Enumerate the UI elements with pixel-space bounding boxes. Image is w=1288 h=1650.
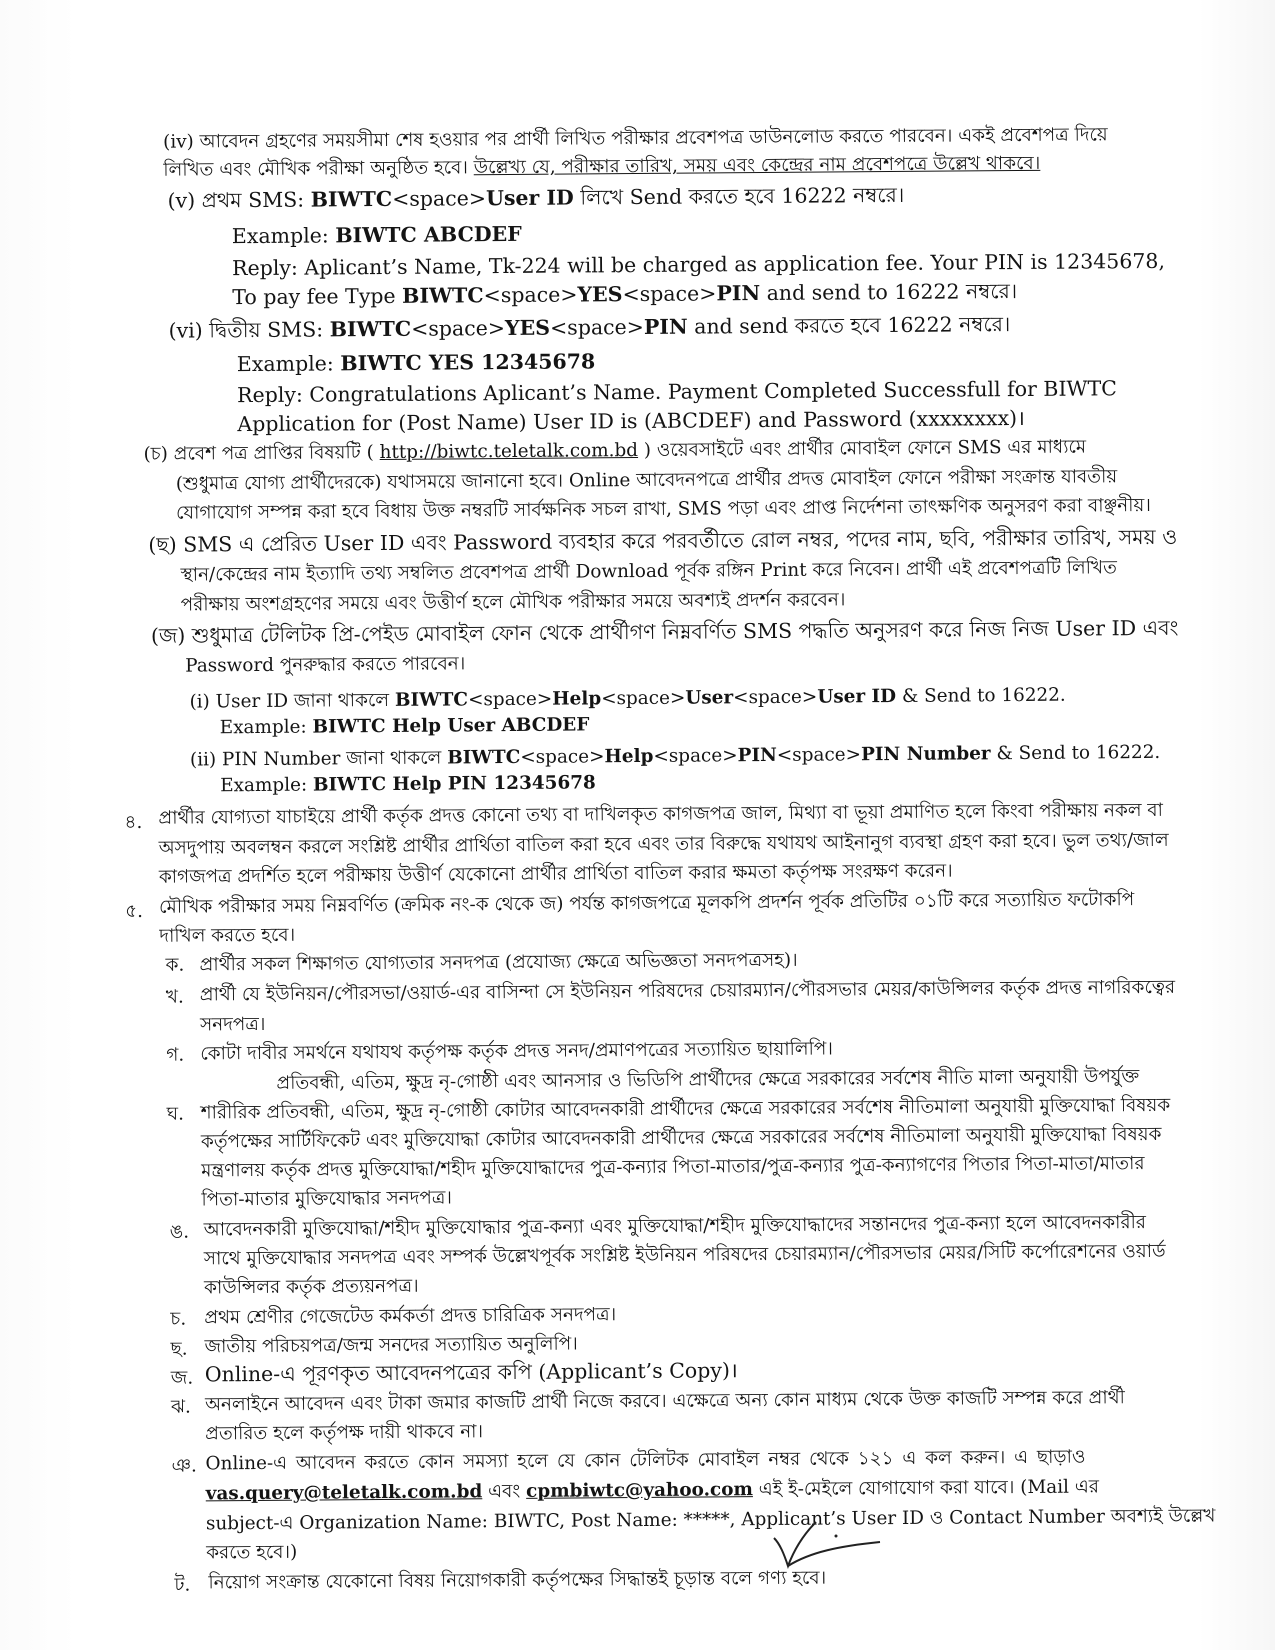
- section-4-line-2: অসদুপায় অবলম্বন করলে সংশ্লিষ্ট প্রার্থীর প্রার্থিতা বাতিল করা হবে এবং তার বিরুদ্ধে যথাযথ আইনানুগ ব্যবস্থা গ্রহণ করা হবে। ভুল তথ্য/জাল: [158, 829, 1169, 859]
- email-link-biwtc[interactable]: cpmbiwtc@yahoo.com: [526, 1479, 753, 1502]
- pin-recovery-sms: (ii) PIN Number জানা থাকলে BIWTC<space>Help<space>PIN<space>PIN Number & Send to 16222.: [189, 741, 1161, 771]
- handwritten-signature: [770, 1500, 905, 1580]
- user-id-recovery-example: Example: BIWTC Help User ABCDEF: [219, 714, 590, 739]
- section-4-line-3: কাগজপত্র প্রদর্শিত হলে পরীক্ষায় উত্তীর্ণ যেকোনো প্রার্থীর প্রার্থিতা বাতিল করার ক্ষমতা কর্তৃপক্ষ সংরক্ষণ করেন।: [158, 860, 953, 888]
- section-cha-line-3: যোগাযোগ সম্পন্ন করা হবে বিধায় উক্ত নম্বরটি সার্বক্ষনিক সচল রাখা, SMS পড়া এবং প্রাপ্ত নির্দেশনা তাৎক্ষণিক অনুসরণ করা বাঞ্ছনীয়।: [175, 494, 1151, 524]
- section-cha-line-1: (চ) প্রবেশ পত্র প্রাপ্তির বিষয়টি ( http://biwtc.teletalk.com.bd ) ওয়েবসাইটে এবং প্রার্থীর মোবাইল ফোনে SMS এর মাধ্যমে: [143, 436, 1087, 465]
- section-v-reply-line-1: Reply: Aplicant’s Name, Tk-224 will be charged as application fee. Your PIN is 12345678,: [232, 248, 1166, 281]
- item-jha-line-1: অনলাইনে আবেদন এবং টাকা জমার কাজটি প্রার্থী নিজে করবে। এক্ষেত্রে অন্য কোন মাধ্যম থেকে উক্ত কাজটি সম্পন্ন করে প্রার্থী: [204, 1387, 1125, 1416]
- item-ta-mark: ট.: [174, 1574, 191, 1596]
- section-chha-line-2: স্থান/কেন্দ্রের নাম ইত্যাদি তথ্য সম্বলিত প্রবেশপত্র প্রার্থী Download পূর্বক রঙ্গিন Print করে নিবেন। প্রার্থী এই প্রবেশপত্রটি লিখিত: [180, 557, 1117, 586]
- item-gha-mark: ঘ.: [166, 1103, 185, 1125]
- section-vi-reply-line-2: Application for (Post Name) User ID is (ABCDEF) and Password (xxxxxxxx)।: [237, 405, 1025, 437]
- section-iv-line-1: (iv) আবেদন গ্রহণের সময়সীমা শেষ হওয়ার পর প্রার্থী লিখিত পরীক্ষার প্রবেশপত্র ডাউনলোড করতে পারবেন। একই প্রবেশপত্র দিয়ে: [163, 124, 1108, 153]
- pin-recovery-example: Example: BIWTC Help PIN 12345678: [220, 772, 596, 797]
- section-ja-line-2: Password পুনরুদ্ধার করতে পারবেন।: [185, 653, 466, 677]
- underlined-note: উল্লেখ্য যে, পরীক্ষার তারিখ, সময় এবং কেন্দ্রের নাম প্রবেশপত্রে উল্লেখ থাকবে।: [473, 152, 1041, 179]
- item-ga-mark: গ.: [166, 1044, 185, 1066]
- website-link[interactable]: http://biwtc.teletalk.com.bd: [379, 440, 639, 464]
- item-ta-text: নিয়োগ সংক্রান্ত যেকোনো বিষয় নিয়োগকারী কর্তৃপক্ষের সিদ্ধান্তই চূড়ান্ত বলে গণ্য হবে।: [208, 1567, 827, 1594]
- item-ka-mark: ক.: [165, 954, 185, 976]
- item-gha-line-3: মন্ত্রণালয় কর্তৃক প্রদত্ত মুক্তিযোদ্ধা/শহীদ মুক্তিযোদ্ধাদের পুত্র-কন্যার পিতা-মাতার/পুত্র-কন্যার পুত্র-কন্যাগণের পিতার পিতা-মাতা/মাতার: [201, 1153, 1145, 1182]
- item-nya-line-3: subject-এ Organization Name: BIWTC, Post Name: *****, Applicant’s User ID ও Contact Number অবশ্যই উল্লেখ: [205, 1505, 1216, 1535]
- item-uma-line-3: কাউন্সিলর কর্তৃক প্রত্যয়নপত্র।: [204, 1275, 419, 1299]
- item-kha-line-2: সনদপত্র।: [199, 1013, 266, 1036]
- section-chha-line-1: (ছ) SMS এ প্রেরিত User ID এবং Password ব্যবহার করে পরবর্তীতে রোল নম্বর, পদের নাম, ছবি, পরীক্ষার তারিখ, সময় ও: [148, 524, 1178, 557]
- section-vi-example: Example: BIWTC YES 12345678: [236, 349, 596, 377]
- item-jha-line-2: প্রতারিত হলে কর্তৃপক্ষ দায়ী থাকবে না।: [205, 1421, 484, 1445]
- user-id-recovery-sms: (i) User ID জানা থাকলে BIWTC<space>Help<space>User<space>User ID & Send to 16222.: [189, 684, 1066, 713]
- item-cha-text: প্রথম শ্রেণীর গেজেটেড কর্মকর্তা প্রদত্ত চারিত্রিক সনদপত্র।: [204, 1304, 617, 1329]
- item-chha-text: জাতীয় পরিচয়পত্র/জন্ম সনদের সত্যায়িত অনুলিপি।: [204, 1333, 578, 1358]
- section-v-first-sms: (v) প্রথম SMS: BIWTC<space>User ID লিখে Send করতে হবে 16222 নম্বরে।: [167, 182, 905, 213]
- item-uma-line-2: সাথে মুক্তিযোদ্ধার সনদপত্র এবং সম্পর্ক উল্লেখপূর্বক সংশ্লিষ্ট ইউনিয়ন পরিষদের চেয়ারম্যান/পৌরসভার মেয়র/সিটি কর্পোরেশনের ওয়ার্ড: [203, 1240, 1166, 1270]
- section-iv-line-2: লিখিত এবং মৌখিক পরীক্ষা অনুষ্ঠিত হবে। উল্লেখ্য যে, পরীক্ষার তারিখ, সময় এবং কেন্দ্রের নাম প্রবেশপত্রে উল্লেখ থাকবে।: [163, 152, 1041, 181]
- item-chha-mark: ছ.: [170, 1338, 188, 1360]
- item-uma-mark: ঙ.: [169, 1221, 190, 1243]
- section-v-reply-line-2: To pay fee Type BIWTC<space>YES<space>PIN and send to 16222 নম্বরে।: [232, 279, 1018, 310]
- item-kha-mark: খ.: [165, 986, 184, 1008]
- section-ja-line-1: (জ) শুধুমাত্র টেলিটক প্রি-পেইড মোবাইল ফোন থেকে প্রার্থীগণ নিম্নবর্ণিত SMS পদ্ধতি অনুসরণ করে নিজ নিজ User ID এবং: [150, 615, 1179, 648]
- section-5-line-1: মৌখিক পরীক্ষার সময় নিম্নবর্ণিত (ক্রমিক নং-ক থেকে জ) পর্যন্ত কাগজপত্রে মূলকপি প্রদর্শন পূর্বক প্রতিটির ০১টি করে সত্যায়িত ফটোকপি: [159, 889, 1135, 918]
- section-5-number: ৫.: [125, 900, 144, 923]
- item-ja-mark: জ.: [170, 1367, 194, 1389]
- section-vi-second-sms: (vi) দ্বিতীয় SMS: BIWTC<space>YES<space>PIN and send করতে হবে 16222 নম্বরে।: [168, 312, 1011, 343]
- item-jha-mark: ঝ.: [170, 1396, 191, 1418]
- item-nya-mark: ঞ.: [171, 1455, 197, 1477]
- item-nya-line-1: Online-এ আবেদন করতে কোন সমস্যা হলে যে কোন টেলিটক মোবাইল নম্বর থেকে ১২১ এ কল করুন। এ ছাড়াও: [205, 1446, 1086, 1475]
- section-chha-line-3: পরীক্ষায় অংশগ্রহণের সময়ে এবং উত্তীর্ণ হলে মৌখিক পরীক্ষার সময়ে অবশ্যই প্রদর্শন করবেন।: [180, 589, 846, 616]
- item-ga-continuation: প্রতিবন্ধী, এতিম, ক্ষুদ্র নৃ-গোষ্ঠী এবং আনসার ও ভিডিপি প্রার্থীদের ক্ষেত্রে সরকারের সর্বশেষ নীতি মালা অনুযায়ী উপর্যুক্ত: [276, 1066, 1140, 1094]
- item-ka-text: প্রার্থীর সকল শিক্ষাগত যোগ্যতার সনদপত্র (প্রযোজ্য ক্ষেত্রে অভিজ্ঞতা সনদপত্রসহ)।: [199, 949, 798, 976]
- item-uma-line-1: আবেদনকারী মুক্তিযোদ্ধা/শহীদ মুক্তিযোদ্ধার পুত্র-কন্যা এবং মুক্তিযোদ্ধা/শহীদ মুক্তিযোদ্ধাদের সন্তানদের পুত্র-কন্যা হলে আবেদনকারীর: [203, 1212, 1147, 1241]
- item-kha-line-1: প্রার্থী যে ইউনিয়ন/পৌরসভা/ওয়ার্ড-এর বাসিন্দা সে ইউনিয়ন পরিষদের চেয়ারম্যান/পৌরসভার মেয়র/কাউন্সিলর কর্তৃক প্রদত্ত নাগরিকত্বের: [199, 976, 1176, 1006]
- section-4-number: ৪.: [124, 811, 143, 834]
- section-4-line-1: প্রার্থীর যোগ্যতা যাচাইয়ে প্রার্থী কর্তৃক প্রদত্ত কোনো তথ্য বা দাখিলকৃত কাগজপত্র জাল, মিথ্যা বা ভূয়া প্রমাণিত হলে কিংবা পরীক্ষায় নকল বা: [158, 799, 1163, 829]
- item-gha-line-4: পিতা-মাতার মুক্তিযোদ্ধার সনদপত্র।: [201, 1187, 453, 1211]
- item-gha-line-2: কর্তৃপক্ষের সার্টিফিকেট এবং মুক্তিযোদ্ধা কোটার আবেদনকারী প্রার্থীদের ক্ষেত্রে সরকারের সর্বশেষ নীতিমালা অনুযায়ী মুক্তিযোদ্ধা বিষয়ক: [200, 1123, 1162, 1153]
- item-nya-line-2: vas.query@teletalk.com.bd এবং cpmbiwtc@yahoo.com এই ই-মেইলে যোগাযোগ করা যাবে। (Mail এর: [205, 1476, 1099, 1505]
- item-ja-text: Online-এ পূরণকৃত আবেদনপত্রের কপি (Applicant’s Copy)।: [204, 1358, 738, 1387]
- item-nya-line-4: করতে হবে।): [206, 1541, 298, 1564]
- item-ga-text: কোটা দাবীর সমর্থনে যথাযথ কর্তৃপক্ষ কর্তৃক প্রদত্ত সনদ/প্রমাণপত্রের সত্যায়িত ছায়ালিপি।: [200, 1038, 834, 1065]
- section-v-example: Example: BIWTC ABCDEF: [231, 221, 522, 249]
- section-vi-reply-line-1: Reply: Congratulations Aplicant’s Name. Payment Completed Successfull for BIWTC: [237, 376, 1118, 408]
- item-cha-mark: চ.: [170, 1308, 187, 1330]
- section-5-line-2: দাখিল করতে হবে।: [159, 924, 296, 947]
- item-gha-line-1: শারীরিক প্রতিবন্ধী, এতিম, ক্ষুদ্র নৃ-গোষ্ঠী কোটার আবেদনকারী প্রার্থীদের ক্ষেত্রে সরকারের সর্বশেষ নীতিমালা অনুযায়ী মুক্তিযোদ্ধা বিষয়ক: [200, 1094, 1171, 1124]
- email-link-teletalk[interactable]: vas.query@teletalk.com.bd: [205, 1481, 483, 1505]
- section-cha-line-2: (শুধুমাত্র যোগ্য প্রার্থীদেরকে) যথাসময়ে জানানো হবে। Online আবেদনপত্রে প্রার্থীর প্রদত্ত মোবাইল ফোনে পরীক্ষা সংক্রান্ত যাবতীয়: [175, 466, 1118, 495]
